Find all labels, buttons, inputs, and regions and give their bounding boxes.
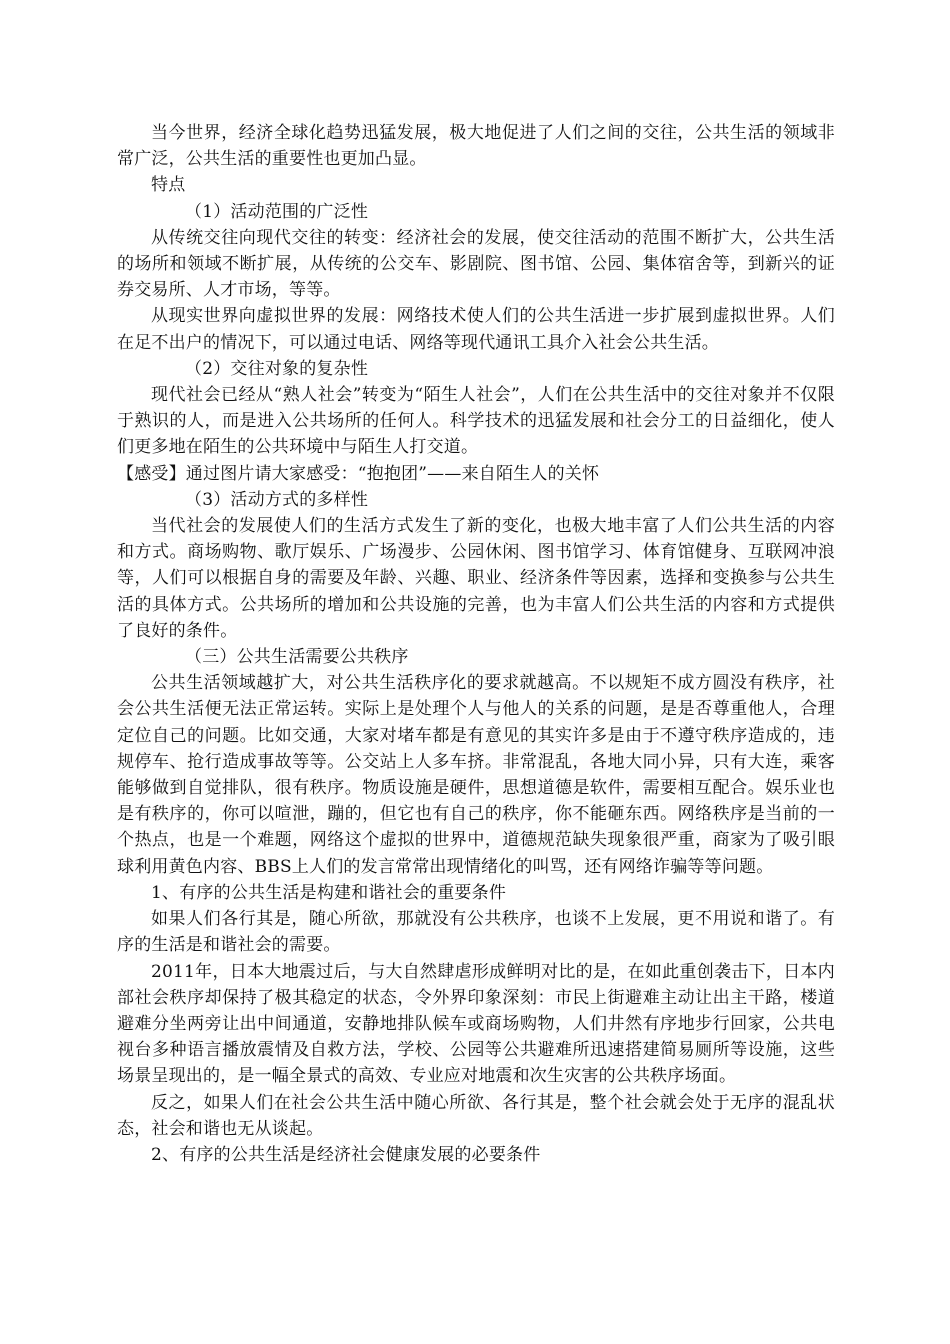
subheading-scope: （1）活动范围的广泛性 — [185, 201, 369, 222]
paragraph-feeling: 【感受】通过图片请大家感受：“抱抱团”——来自陌生人的关怀 — [117, 463, 600, 484]
paragraph-strangers-society: 现代社会已经从“熟人社会”转变为“陌生人社会”，人们在公共生活中的交往对象并不仅限于熟识的人，而是进入公共场所的任何人。科学技术的迅猛发展和社会分工的日益细化，使人们更多地在陌生的公共环境中与陌生人打交道。 — [117, 385, 835, 458]
paragraph-traditional-to-modern: 从传统交往向现代交往的转变：经济社会的发展，使交往活动的范围不断扩大，公共生活的场所和领域不断扩展，从传统的公交车、影剧院、图书馆、公园、集体宿舍等，到新兴的证券交易所、人才市场，等等。 — [117, 227, 835, 301]
paragraph-harmony: 如果人们各行其是，随心所欲，那就没有公共秩序，也谈不上发展，更不用说和谐了。有序的生活是和谐社会的需要。 — [117, 909, 835, 956]
paragraph-order-requirement: 公共生活领域越扩大，对公共生活秩序化的要求就越高。不以规矩不成方圆没有秩序，社会公共生活便无法正常运转。实际上是处理个人与他人的关系的问题，是是否尊重他人，合理定位自己的问题。比如交通，大家对堵车都是有意见的其实许多是由于不遵守秩序造成的，违规停车、抢行造成事故等等。公交站上人多车挤。非常混乱，各地大同小异，只有大连，乘客能够做到自觉排队，很有秩序。物质设施是硬件，思想道德是软件，需要相互配合。娱乐业也是有秩序的，你可以喧泄，蹦的，但它也有自己的秩序，你不能砸东西。网络秩序是当前的一个热点，也是一个难题，网络这个虚拟的世界中，道德规范缺失现象很严重，商家为了吸引眼球利用黄色内容、BBS上人们的发言常常出现情绪化的叫骂，还有网络诈骗等等问题。 — [117, 673, 835, 877]
heading-harmony-condition: 1、有序的公共生活是构建和谐社会的重要条件 — [151, 882, 507, 903]
subheading-public-order: （三）公共生活需要公共秩序 — [185, 647, 409, 668]
subheading-diversity: （3）活动方式的多样性 — [185, 489, 369, 510]
paragraph-disorder: 反之，如果人们在社会公共生活中随心所欲、各行其是，整个社会就会处于无序的混乱状态，社会和谐也无从谈起。 — [117, 1092, 835, 1139]
heading-features: 特点 — [151, 175, 186, 196]
document-body — [117, 120, 835, 1168]
paragraph-lifestyle: 当代社会的发展使人们的生活方式发生了新的变化，也极大地丰富了人们公共生活的内容和方式。商场购物、歌厅娱乐、广场漫步、公园休闲、图书馆学习、体育馆健身、互联网冲浪等，人们可以根据自身的需要及年龄、兴趣、职业、经济条件等因素，选择和变换参与公共生活的具体方式。公共场所的增加和公共设施的完善，也为丰富人们公共生活的内容和方式提供了良好的条件。 — [117, 516, 835, 641]
paragraph-japan-earthquake: 2011年，日本大地震过后，与大自然肆虐形成鲜明对比的是，在如此重创袭击下，日本内部社会秩序却保持了极其稳定的状态，令外界印象深刻：市民上街避难主动让出主干路，楼道避难分坐两旁让出中间通道，安静地排队候车或商场购物，人们井然有序地步行回家，公共电视台多种语言播放震情及自救方法，学校、公园等公共避难所迅速搭建简易厕所等设施，这些场景呈现出的，是一幅全景式的高效、专业应对地震和次生灾害的公共秩序场面。 — [117, 961, 835, 1087]
paragraph-intro: 当今世界，经济全球化趋势迅猛发展，极大地促进了人们之间的交往，公共生活的领域非常广泛，公共生活的重要性也更加凸显。 — [117, 123, 835, 170]
heading-economic-condition: 2、有序的公共生活是经济社会健康发展的必要条件 — [151, 1144, 541, 1165]
paragraph-real-to-virtual: 从现实世界向虚拟世界的发展：网络技术使人们的公共生活进一步扩展到虚拟世界。人们在足不出户的情况下，可以通过电话、网络等现代通讯工具介入社会公共生活。 — [117, 306, 835, 353]
subheading-complexity: （2）交往对象的复杂性 — [185, 358, 369, 379]
